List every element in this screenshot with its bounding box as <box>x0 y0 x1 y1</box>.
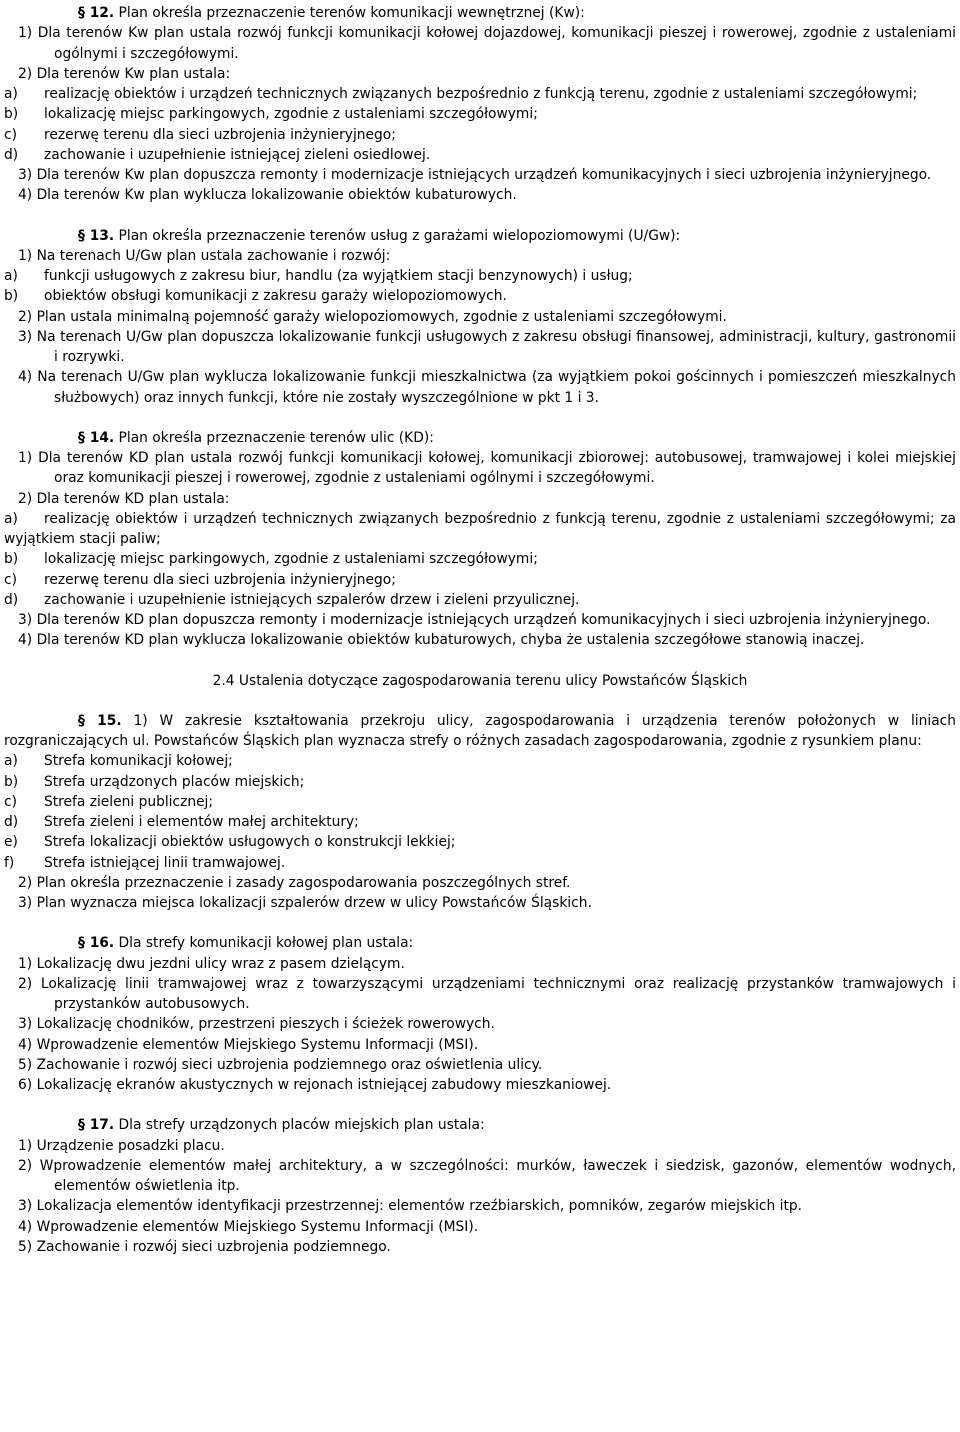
letter-d: d) Strefa zieleni i elementów małej architektury; <box>4 814 359 830</box>
spacer <box>4 651 956 671</box>
point-4: 4) Wprowadzenie elementów Miejskiego Systemu Informacji (MSI). <box>18 1036 479 1053</box>
letter-b: b) lokalizację miejsc parkingowych, zgodnie z ustaleniami szczegółowymi; <box>4 551 538 568</box>
point-2: 2) Plan ustala minimalną pojemność garaży wielopoziomowych, zgodnie z ustaleniami szczegółowymi. <box>18 308 727 325</box>
point-2: 2) Dla terenów Kw plan ustala: <box>18 65 231 82</box>
section-17 <box>4 1115 956 1257</box>
point-1: 1) Urządzenie posadzki placu. <box>18 1137 225 1154</box>
point-3: 3) Dla terenów Kw plan dopuszcza remonty i modernizacje istniejących urządzeń komunikacyjnych i sieci uzbrojenia inżynieryjnego. <box>18 167 932 183</box>
letter-d: d) zachowanie i uzupełnienie istniejących szpalerów drzew i zieleni przyulicznej. <box>4 591 580 608</box>
point-1: 1) Dla terenów KD plan ustala rozwój funkcji komunikacji kołowej, komunikacji zbiorowej: autobusowej, tramwajowej i kolei miejskiej oraz komunikacji pieszej i rowerowej, zgodnie z ustaleniami ogólnymi i szczegółowymi. <box>18 450 956 487</box>
point-3: 3) Na terenach U/Gw plan dopuszcza lokalizowanie funkcji usługowych z zakresu obsługi finansowej, administracji, kultury, gastronomii i rozrywki. <box>18 328 956 365</box>
section-16 <box>4 933 956 1095</box>
point-5: 5) Zachowanie i rozwój sieci uzbrojenia podziemnego. <box>18 1238 391 1255</box>
section-number: § 16. <box>78 935 115 952</box>
letter-f: f) Strefa istniejącej linii tramwajowej. <box>4 854 286 871</box>
point-3: 3) Dla terenów KD plan dopuszcza remonty i modernizacje istniejących urządzeń komunikacyjnych i sieci uzbrojenia inżynieryjnego. <box>18 612 931 628</box>
letter-a: a) Strefa komunikacji kołowej; <box>4 753 233 770</box>
point-2: 2) Dla terenów KD plan ustala: <box>18 490 230 507</box>
section-title: Plan określa przeznaczenie terenów komunikacji wewnętrznej (Kw): <box>118 5 585 21</box>
letter-b: b) obiektów obsługi komunikacji z zakresu garaży wielopoziomowych. <box>4 288 507 305</box>
section-title: Dla strefy komunikacji kołowej plan ustala: <box>118 935 414 952</box>
point-4: 4) Dla terenów Kw plan wyklucza lokalizowanie obiektów kubaturowych. <box>18 187 517 204</box>
section-15-heading <box>4 711 956 752</box>
section-title: Plan określa przeznaczenie terenów usług z garażami wielopoziomowymi (U/Gw): <box>118 227 681 244</box>
section-17-heading <box>4 1115 956 1135</box>
letter-b: b) Strefa urządzonych placów miejskich; <box>4 773 305 790</box>
point-3: 3) Plan wyznacza miejsca lokalizacji szpalerów drzew w ulicy Powstańców Śląskich. <box>18 895 592 911</box>
point-3: 3) Lokalizacja elementów identyfikacji przestrzennej: elementów rzeźbiarskich, pomników, zegarów miejskich itp. <box>18 1198 803 1215</box>
point-4: 4) Wprowadzenie elementów Miejskiego Systemu Informacji (MSI). <box>18 1218 479 1235</box>
point-2: 2) Plan określa przeznaczenie i zasady zagospodarowania poszczególnych stref. <box>18 874 571 891</box>
point-5: 5) Zachowanie i rozwój sieci uzbrojenia podziemnego oraz oświetlenia ulicy. <box>18 1056 543 1073</box>
section-number: § 17. <box>78 1117 115 1134</box>
section-12-heading <box>4 3 956 23</box>
spacer <box>4 206 956 226</box>
letter-d: d) zachowanie i uzupełnienie istniejącej zieleni osiedlowej. <box>4 146 431 163</box>
point-2: 2) Lokalizację linii tramwajowej wraz z towarzyszącymi urządzeniami technicznymi oraz realizację przystanków tramwajowych i przystanków autobusowych. <box>18 975 956 1012</box>
letter-c: c) rezerwę terenu dla sieci uzbrojenia inżynieryjnego; <box>4 126 396 143</box>
spacer <box>4 408 956 428</box>
section-number: § 14. <box>78 429 115 446</box>
point-4: 4) Na terenach U/Gw plan wyklucza lokalizowanie funkcji mieszkalnictwa (za wyjątkiem pokoi gościnnych i pomieszczeń mieszkalnych służbowych) oraz innych funkcji, które nie zostały wyszczególnione w pkt 1 i 3. <box>18 369 957 406</box>
section-15 <box>4 711 956 914</box>
spacer <box>4 1095 956 1115</box>
point-1: 1) Na terenach U/Gw plan ustala zachowanie i rozwój: <box>18 247 391 264</box>
section-13 <box>4 226 956 408</box>
section-16-heading <box>4 933 956 953</box>
letter-e: e) Strefa lokalizacji obiektów usługowych o konstrukcji lekkiej; <box>4 834 456 851</box>
letter-a: a) realizację obiektów i urządzeń technicznych związanych bezpośrednio z funkcją terenu, zgodnie z ustaleniami szczegółowymi; <box>4 86 918 102</box>
point-1: 1) Lokalizację dwu jezdni ulicy wraz z pasem dzielącym. <box>18 955 405 972</box>
section-12 <box>4 3 956 206</box>
spacer <box>4 691 956 711</box>
point-1: 1) Dla terenów Kw plan ustala rozwój funkcji komunikacji kołowej dojazdowej, komunikacji pieszej i rowerowej, zgodnie z ustaleniami ogólnymi i szczegółowymi. <box>18 25 957 62</box>
letter-c: c) rezerwę terenu dla sieci uzbrojenia inżynieryjnego; <box>4 571 396 588</box>
letter-b: b) lokalizację miejsc parkingowych, zgodnie z ustaleniami szczegółowymi; <box>4 106 538 123</box>
section-title: Plan określa przeznaczenie terenów ulic (KD): <box>118 429 434 446</box>
section-lead: 1) W zakresie kształtowania przekroju ulicy, zagospodarowania i urządzenia terenów położonych w liniach rozgraniczających ul. Powstańców Śląskich plan wyznacza strefy o różnych zasadach zagospodarowania, zgodnie z rysunkiem planu: <box>4 712 956 749</box>
section-13-heading <box>4 226 956 246</box>
section-14 <box>4 428 956 651</box>
letter-a: a) funkcji usługowych z zakresu biur, handlu (za wyjątkiem stacji benzynowych) i usług; <box>4 268 633 284</box>
point-2: 2) Wprowadzenie elementów małej architektury, a w szczególności: murków, ławeczek i siedzisk, gazonów, elementów wodnych, elementów oświetlenia itp. <box>18 1157 956 1194</box>
point-3: 3) Lokalizację chodników, przestrzeni pieszych i ścieżek rowerowych. <box>18 1016 495 1033</box>
section-number: § 12. <box>78 5 115 21</box>
spacer <box>4 913 956 933</box>
section-title: Dla strefy urządzonych placów miejskich plan ustala: <box>118 1117 485 1134</box>
point-4: 4) Dla terenów KD plan wyklucza lokalizowanie obiektów kubaturowych, chyba że ustalenia szczegółowe stanowią inaczej. <box>18 632 865 649</box>
section-14-heading <box>4 428 956 448</box>
letter-c: c) Strefa zieleni publicznej; <box>4 793 214 810</box>
section-number: § 15. <box>78 712 122 729</box>
letter-a: a) realizację obiektów i urządzeń technicznych związanych bezpośrednio z funkcją terenu, zgodnie z ustaleniami szczegółowymi; za wyjątkiem stacji paliw; <box>4 510 956 547</box>
section-number: § 13. <box>78 227 115 244</box>
point-6: 6) Lokalizację ekranów akustycznych w rejonach istniejącej zabudowy mieszkaniowej. <box>18 1077 612 1093</box>
chapter-heading: 2.4 Ustalenia dotyczące zagospodarowania terenu ulicy Powstańców Śląskich <box>212 672 748 689</box>
